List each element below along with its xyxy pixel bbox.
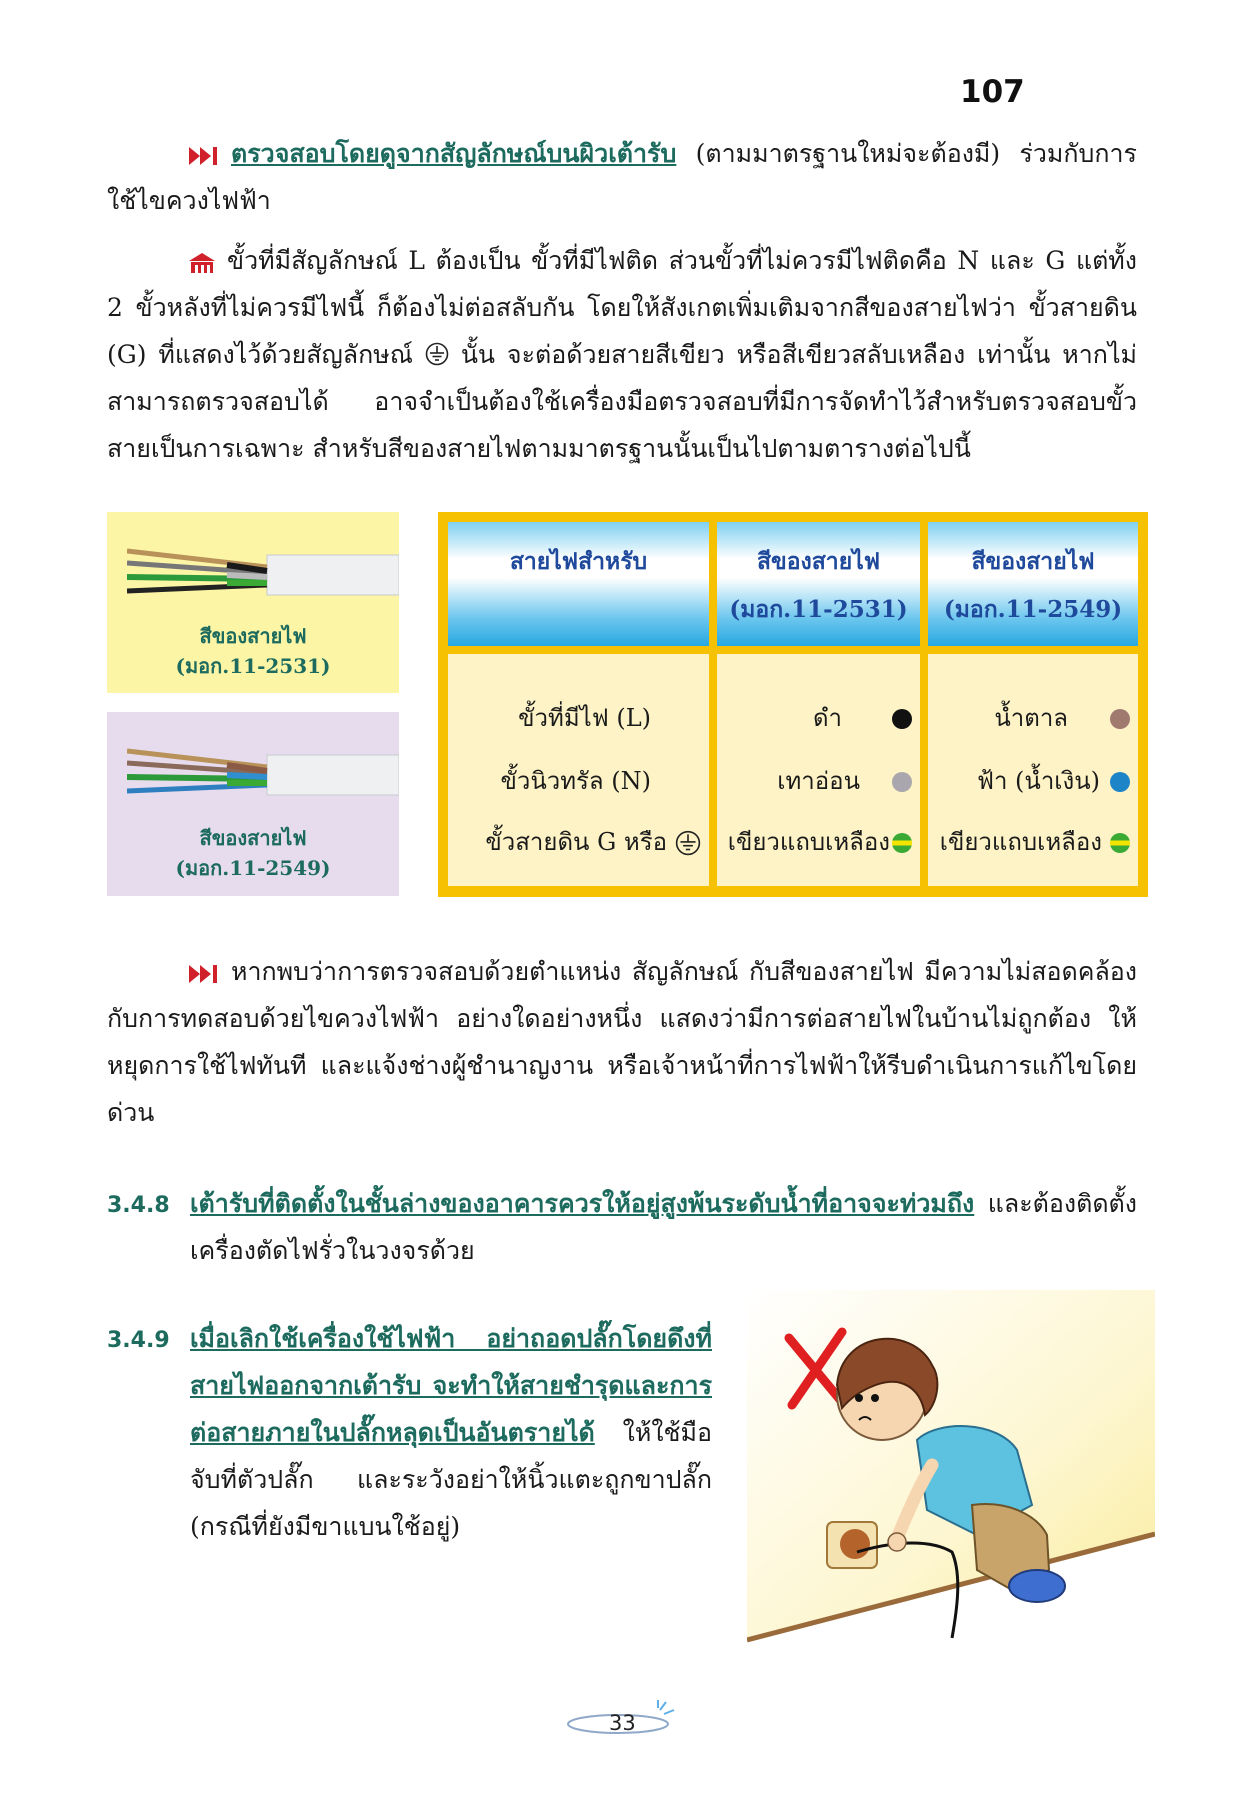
fast-forward-icon (189, 965, 219, 983)
color-dot-green-yellow (1110, 833, 1130, 853)
table-cell-color: เทาอ่อน (777, 767, 860, 795)
section-text: ให้ใช้มือจับที่ตัวปลั๊ก และระวังอย่าให้นิ้วแตะถูกขาปลั๊ก (กรณีที่ยังมีขาแบนใช้อยู่) (190, 1418, 712, 1541)
cable-panel-2531 (107, 512, 399, 693)
paragraph-mismatch-warning (107, 948, 1137, 1136)
child-pulling-plug-illustration (747, 1290, 1155, 1648)
paragraph-text-a: ขั้วที่มีสัญลักษณ์ L ต้องเป็น ขั้วที่มีไฟติด ส่วนขั้วที่ไม่ควรมีไฟติดคือ N และ G แต่ทั้ง 2 ขั้วหลังที่ไม่ควรมีไฟนี้ ก็ต้องไม่ต่อสลับกัน โดยให้สังเกตเพิ่มเติมจากสีของสายไฟว่า ขั้วสายดิน (G) ที่แสดงไว้ด้วยสัญลักษณ์ (107, 246, 1137, 369)
paragraph-symbol-check (107, 130, 1137, 224)
section-heading: เต้ารับที่ติดตั้งในชั้นล่างของอาคารควรให้อยู่สูงพ้นระดับน้ำที่อาจจะท่วมถึง (190, 1189, 975, 1218)
color-dot-green-yellow (892, 833, 912, 853)
table-cell-color: เขียวแถบเหลือง (727, 828, 890, 856)
fast-forward-icon (189, 147, 219, 165)
table-header-terminal: สายไฟสำหรับ (448, 522, 709, 646)
table-header-2549: สีของสายไฟ (มอก.11-2549) (928, 522, 1138, 646)
cable-caption-line1: สีของสายไฟ (199, 624, 307, 648)
paragraph-heading: ตรวจสอบโดยดูจากสัญลักษณ์บนผิวเต้ารับ (231, 139, 677, 168)
paragraph-text-b: นั้น จะต่อด้วยสายสีเขียว หรือสีเขียวสลับเหลือง เท่านั้น หากไม่สามารถตรวจสอบได้ อาจจำเป็นต้องใช้เครื่องมือตรวจสอบที่มีการจัดทำไว้สำหรับตรวจสอบขั้วสายเป็นการเฉพาะ สำหรับสีของสายไฟตามมาตรฐานนั้นเป็นไปตามตารางต่อไปนี้ (107, 340, 1137, 463)
table-cell-color: เขียวแถบเหลือง (939, 828, 1102, 856)
cable-2531-image (127, 537, 399, 607)
section-348-body (190, 1180, 1137, 1274)
table-header-2531: สีของสายไฟ (มอก.11-2531) (717, 522, 920, 646)
table-body-2531 (717, 654, 920, 886)
table-cell-terminal: ขั้วที่มีไฟ (L) (518, 704, 651, 732)
color-dot-gray (892, 772, 912, 792)
cable-2549-image (127, 737, 399, 807)
color-dot-black (892, 709, 912, 729)
table-cell-color: ฟ้า (น้ำเงิน) (976, 767, 1100, 795)
section-heading: เมื่อเลิกใช้เครื่องใช้ไฟฟ้า อย่าถอดปลั๊กโดยดึงที่สายไฟออกจากเต้ารับ จะทำให้สายชำรุดและการต่อสายภายในปลั๊กหลุดเป็นอันตรายได้ (190, 1324, 712, 1447)
table-cell-terminal: ขั้วสายดิน G หรือ (485, 828, 667, 856)
page-number-bottom: 33 (609, 1711, 636, 1735)
table-body-2549 (928, 654, 1138, 886)
paragraph-text: หากพบว่าการตรวจสอบด้วยตำแหน่ง สัญลักษณ์ กับสีของสายไฟ มีความไม่สอดคล้องกับการทดสอบด้วยไขควงไฟฟ้า อย่างใดอย่างหนึ่ง แสดงว่ามีการต่อสายไฟในบ้านไม่ถูกต้อง ให้หยุดการใช้ไฟทันที และแจ้งช่างผู้ชำนาญงาน หรือเจ้าหน้าที่การไฟฟ้าให้รีบดำเนินการแก้ไขโดยด่วน (107, 957, 1137, 1127)
section-number-348: 3.4.8 (107, 1193, 170, 1218)
table-cell-terminal: ขั้วนิวทรัล (N) (500, 767, 651, 795)
paragraph-terminal-colors (107, 237, 1137, 472)
section-349-body (190, 1315, 712, 1550)
table-cell-color: ดำ (812, 704, 842, 732)
ground-symbol-icon (425, 342, 449, 366)
cable-caption-line2: (มอก.11-2549) (175, 856, 331, 880)
cable-panel-2549 (107, 712, 399, 896)
paragraph-text: (ตามมาตรฐานใหม่จะต้องมี) ร่วมกับการใช้ไขควงไฟฟ้า (107, 139, 1137, 215)
wire-color-table (438, 512, 1148, 897)
ground-symbol-icon (675, 830, 701, 856)
color-dot-brown (1110, 709, 1130, 729)
house-icon (189, 253, 215, 273)
color-dot-blue (1110, 772, 1130, 792)
section-number-349: 3.4.9 (107, 1328, 170, 1353)
cable-caption-line1: สีของสายไฟ (199, 826, 307, 850)
cable-caption-line2: (มอก.11-2531) (175, 654, 331, 678)
table-body-terminal (448, 654, 709, 886)
page-number-top: 107 (960, 74, 1025, 110)
section-text: และต้องติดตั้งเครื่องตัดไฟรั่วในวงจรด้วย (190, 1189, 1137, 1265)
table-cell-color: น้ำตาล (994, 704, 1068, 732)
